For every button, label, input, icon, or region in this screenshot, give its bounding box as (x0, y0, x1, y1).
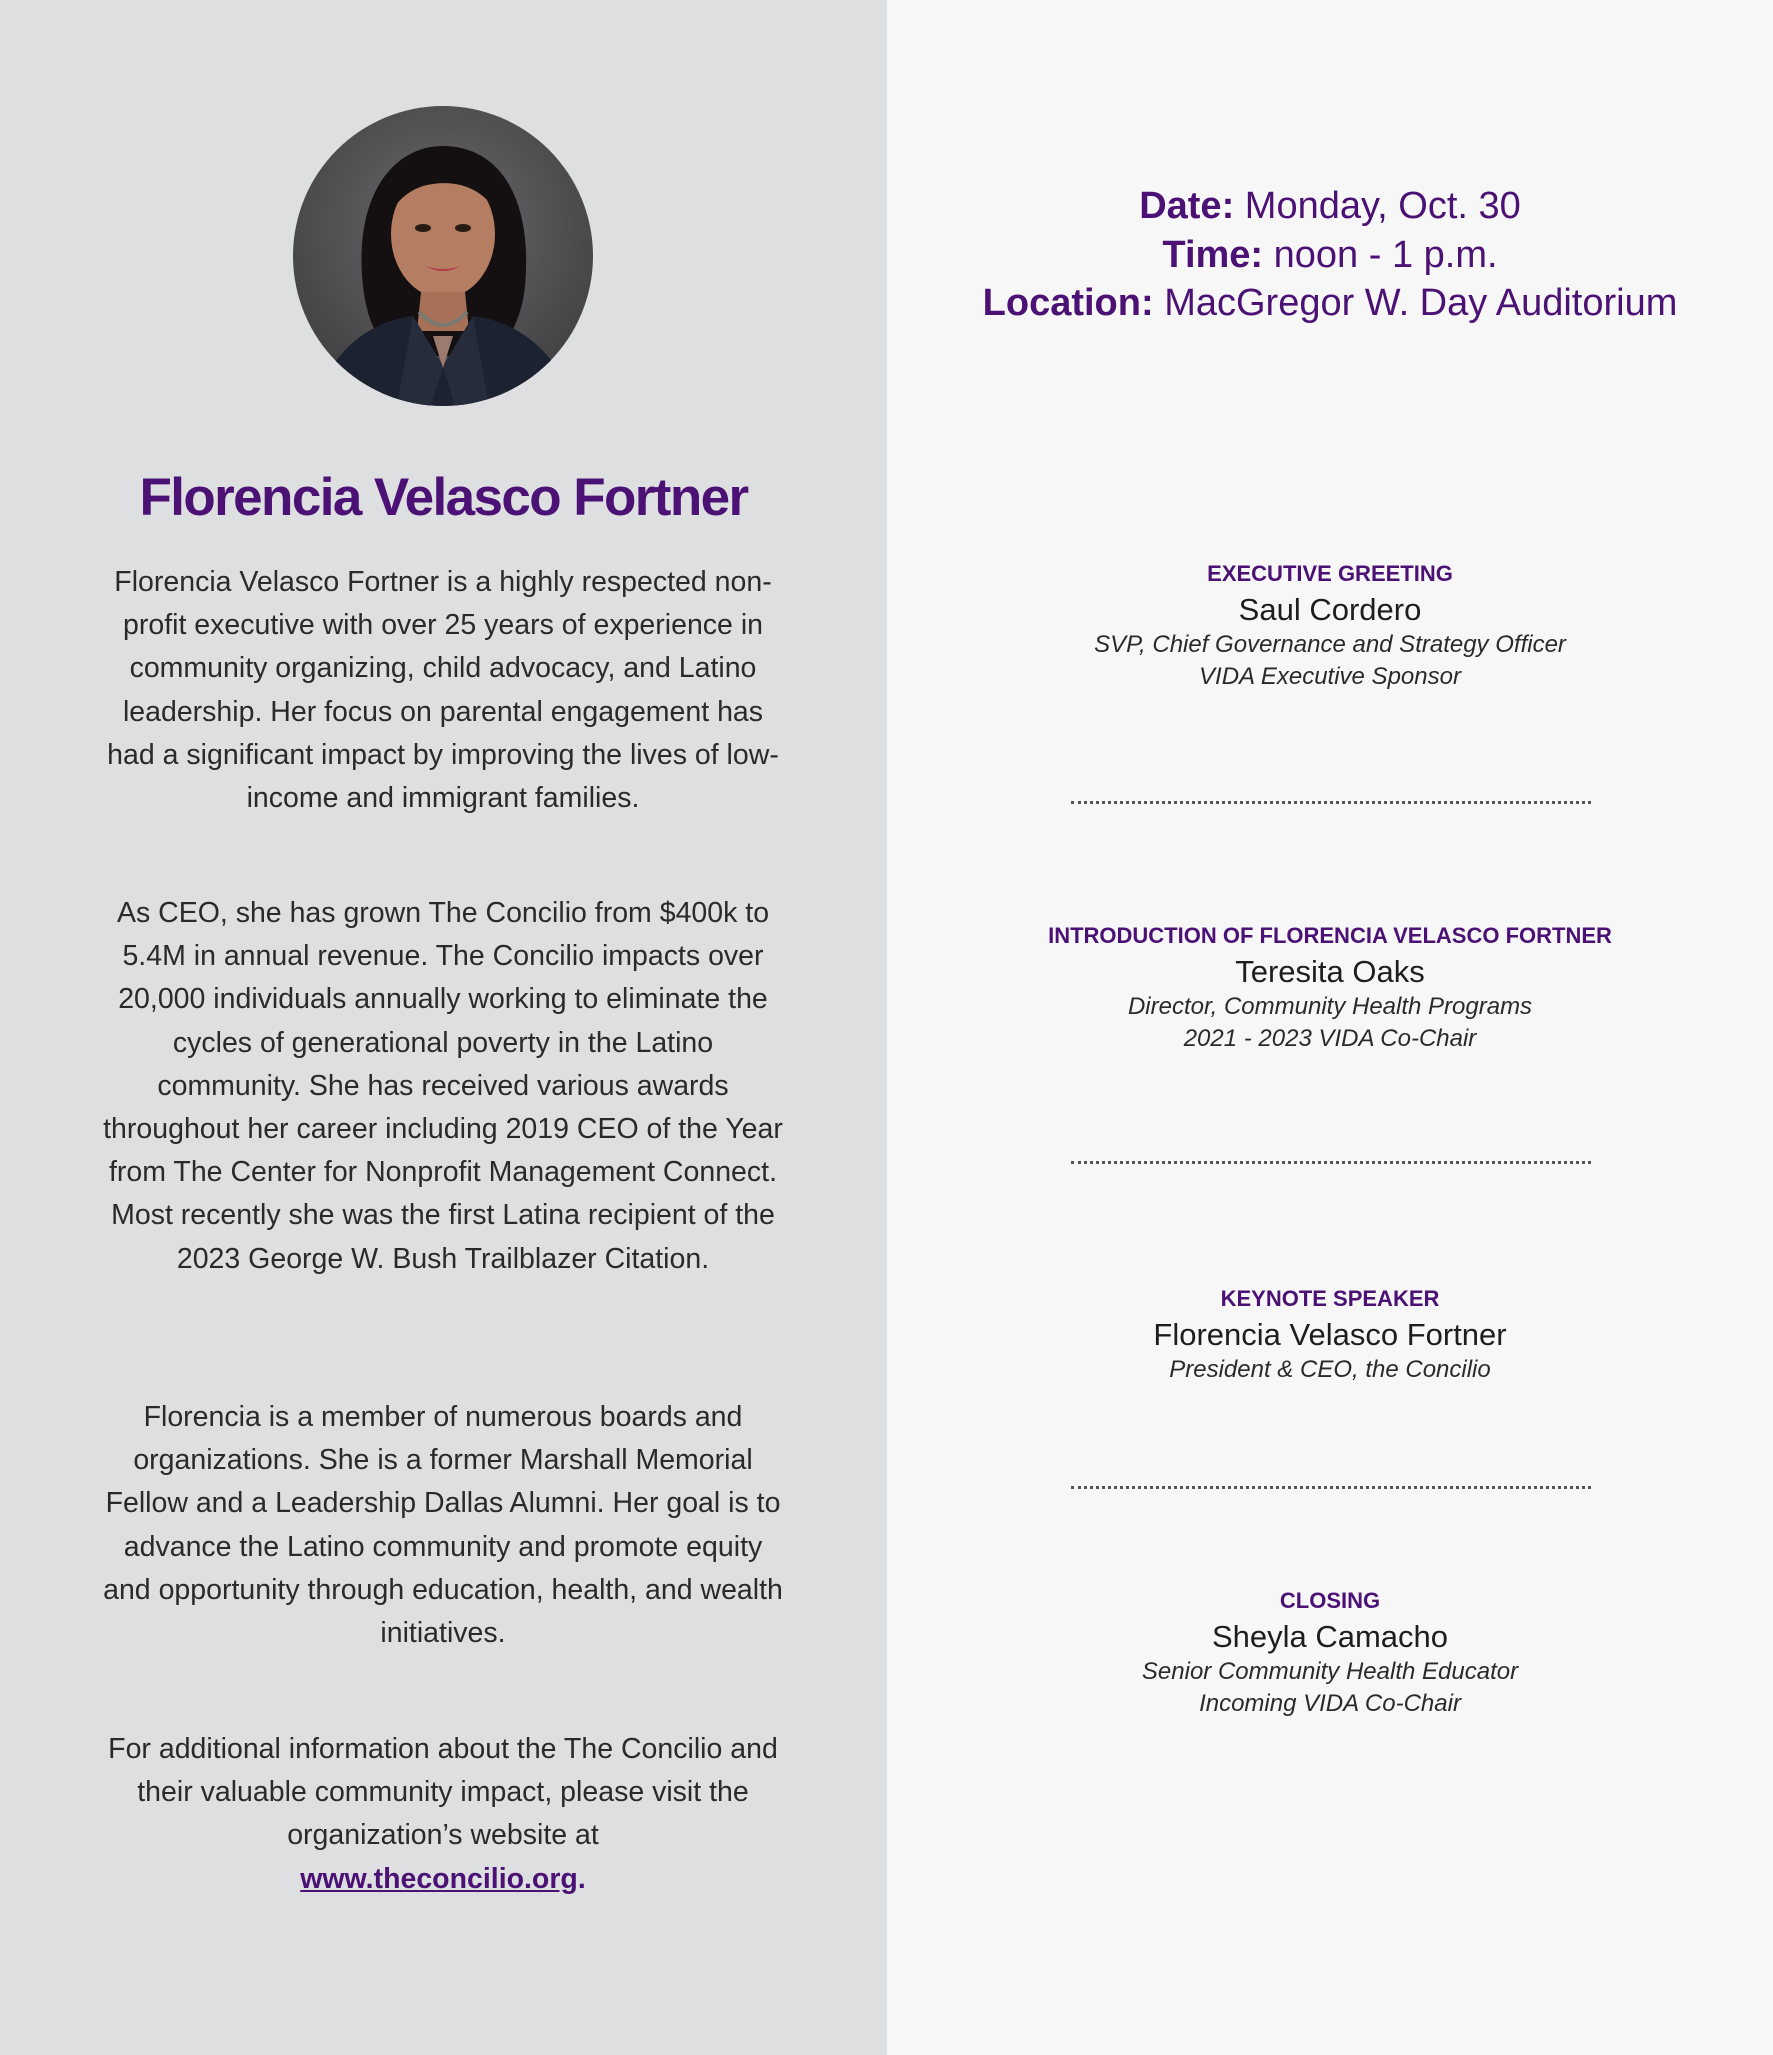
bio-paragraph-website (100, 1728, 786, 1901)
program-person: Teresita Oaks (1235, 954, 1425, 989)
event-date (887, 182, 1773, 231)
program-role: Director, Community Health Programs (1127, 993, 1533, 1020)
event-details (887, 182, 1773, 328)
website-link[interactable]: www.theconcilio.org (300, 1862, 578, 1895)
program-role: SVP, Chief Governance and Strategy Officer (1094, 631, 1566, 658)
location-label: Location: (982, 282, 1154, 324)
program-person: Florencia Velasco Fortner (1153, 1317, 1507, 1352)
program-item-introduction (887, 921, 1773, 1055)
program-item-closing (887, 1586, 1773, 1720)
program-role: 2021 - 2023 VIDA Co-Chair (1183, 1025, 1477, 1052)
bio-paragraph: Florencia is a member of numerous boards and organizations. She is a former Marshall Memorial Fellow and a Leadership Dallas Alumni. Her goal is to advance the Latino community and promote equity and opportunity through education, health, and wealth initiatives. (103, 1401, 783, 1650)
bio-paragraph: As CEO, she has grown The Concilio from $400k to 5.4M in annual revenue. The Concilio impacts over 20,000 individuals annually working to eliminate the cycles of generational poverty in the Latino community. She has received various awards throughout her career including 2019 CEO of the Year from The Center for Nonprofit Management Connect. Most recently she was the first Latina recipient of the 2023 George W. Bush Trailblazer Citation. (103, 897, 783, 1275)
program-item-keynote (887, 1284, 1773, 1386)
program-heading: KEYNOTE SPEAKER (1220, 1286, 1440, 1311)
speaker-name: Florencia Velasco Fortner (139, 468, 748, 527)
date-value: Monday, Oct. 30 (1244, 185, 1521, 227)
date-label: Date: (1139, 185, 1235, 227)
program-panel (887, 0, 1773, 2055)
program-role: Incoming VIDA Co-Chair (1199, 1690, 1461, 1717)
website-intro-text: For additional information about the The Concilio and their valuable community impact, please visit the organization’s website at (108, 1733, 778, 1852)
time-label: Time: (1162, 233, 1264, 276)
program-role: Senior Community Health Educator (1141, 1658, 1519, 1685)
program-heading: EXECUTIVE GREETING (1207, 561, 1453, 586)
program-heading: INTRODUCTION OF FLORENCIA VELASCO FORTNER (1048, 923, 1612, 948)
program-item-executive-greeting (887, 559, 1773, 693)
bio-paragraph: Florencia Velasco Fortner is a highly respected non-profit executive with over 25 years of experience in community organizing, child advocacy, and Latino leadership. Her focus on parental engagement has had a significant impact by improving the lives of low-income and immigrant families. (107, 566, 779, 815)
dotted-divider (1071, 1486, 1591, 1489)
program-person: Saul Cordero (1238, 592, 1422, 627)
speaker-portrait (293, 106, 593, 406)
event-location (887, 279, 1773, 328)
dotted-divider (1071, 1161, 1591, 1164)
location-value: MacGregor W. Day Auditorium (1164, 282, 1678, 324)
program-role: President & CEO, the Concilio (1169, 1356, 1491, 1383)
website-suffix: . (577, 1862, 586, 1895)
program-role: VIDA Executive Sponsor (1199, 663, 1461, 690)
program-heading: CLOSING (1279, 1588, 1381, 1613)
event-time (887, 231, 1773, 280)
time-value: noon - 1 p.m. (1273, 233, 1498, 276)
portrait-image (293, 106, 593, 406)
dotted-divider (1071, 801, 1591, 804)
program-person: Sheyla Camacho (1211, 1619, 1449, 1654)
